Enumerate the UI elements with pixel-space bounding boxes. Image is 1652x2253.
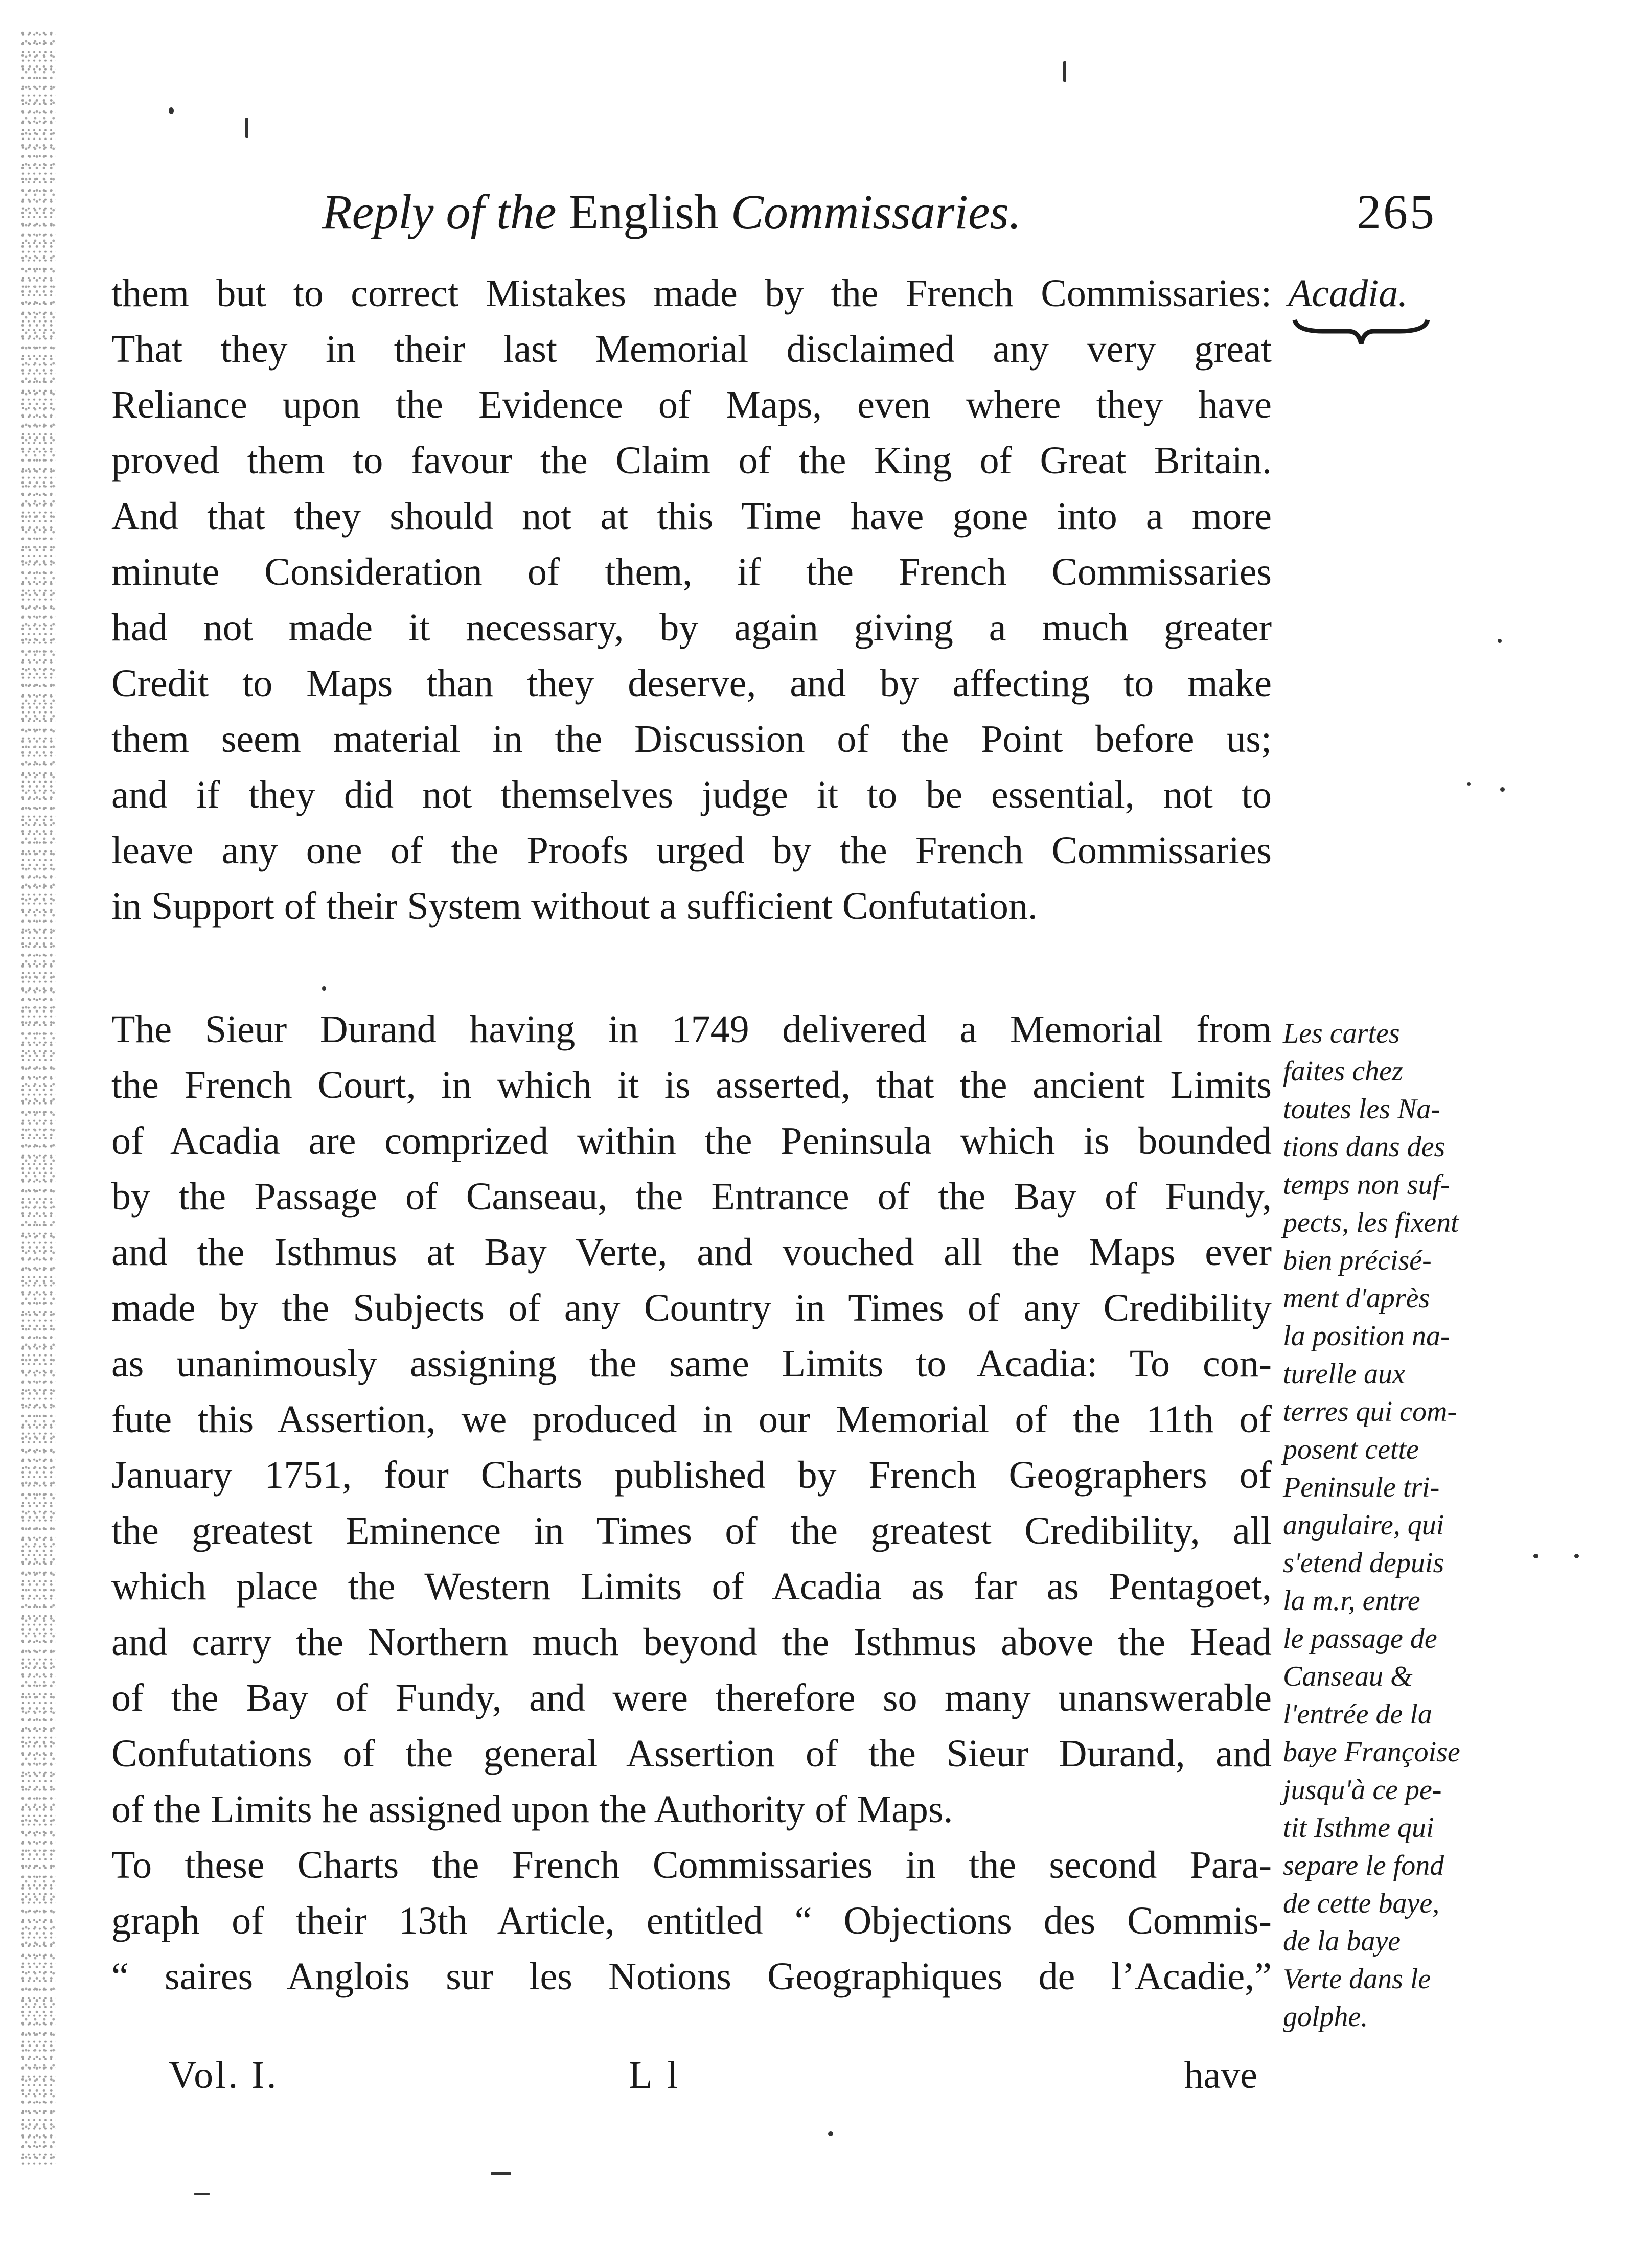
- side-note-line: de cette baye,: [1283, 1888, 1440, 1919]
- side-note-line: tions dans des: [1283, 1131, 1446, 1163]
- side-note-line: Verte dans le: [1283, 1963, 1431, 1995]
- running-head: [307, 176, 1436, 243]
- page-footer: [169, 2050, 1257, 2106]
- text-line: of Acadia are comprized within the Peninsula which is bounded: [111, 1119, 1272, 1162]
- text-line: and if they did not themselves judge it to be essential, not to: [111, 773, 1272, 816]
- text-line: the greatest Eminence in Times of the greatest Credibility, all: [111, 1509, 1272, 1552]
- text-line: leave any one of the Proofs urged by the French Commissaries: [111, 829, 1272, 872]
- side-note-line: angulaire, qui: [1283, 1509, 1444, 1541]
- side-note-line: bien précisé-: [1283, 1245, 1432, 1276]
- text-line: the French Court, in which it is asserted, that the ancient Limits: [111, 1064, 1272, 1107]
- volume-label: Vol. I.: [169, 2054, 279, 2097]
- text-line: And that they should not at this Time have gone into a more: [111, 495, 1272, 538]
- side-note-line: Canseau &: [1283, 1661, 1413, 1692]
- side-note-line: baye Françoise: [1283, 1736, 1460, 1768]
- running-title-post: Commissaries.: [718, 185, 1021, 239]
- brace-icon: [1292, 316, 1430, 347]
- side-note-line: terres qui com-: [1283, 1396, 1457, 1428]
- scan-speck: [194, 2193, 210, 2195]
- text-line: minute Consideration of them, if the French Commissaries: [111, 550, 1272, 593]
- scan-speck: [245, 118, 248, 138]
- scan-speck: [1498, 639, 1502, 643]
- scan-speck: [169, 107, 174, 114]
- scan-speck: [322, 986, 326, 991]
- text-line: them but to correct Mistakes made by the French Commissaries:: [111, 272, 1272, 315]
- text-line: of the Bay of Fundy, and were therefore so many unanswerable: [111, 1676, 1272, 1719]
- text-line: as unanimously assigning the same Limits to Acadia: To con-: [111, 1342, 1272, 1385]
- side-note-line: turelle aux: [1283, 1358, 1405, 1390]
- side-note-line: tit Isthme qui: [1283, 1812, 1434, 1844]
- text-line: proved them to favour the Claim of the King of Great Britain.: [111, 439, 1272, 482]
- text-line: in Support of their System without a sufficient Confutation.: [111, 885, 1038, 928]
- margin-note-acadia: Acadia.: [1288, 272, 1408, 315]
- signature-mark: L l: [629, 2054, 681, 2097]
- running-title-pre: Reply of the: [322, 185, 569, 239]
- scan-speck: [1500, 787, 1505, 792]
- running-title-mid: English: [568, 185, 719, 239]
- text-line: and the Isthmus at Bay Verte, and vouched all the Maps ever: [111, 1231, 1272, 1274]
- side-note-line: separe le fond: [1283, 1850, 1444, 1881]
- text-line: The Sieur Durand having in 1749 delivered a Memorial from: [111, 1008, 1272, 1051]
- text-line: Credit to Maps than they deserve, and by affecting to make: [111, 662, 1272, 705]
- side-note-line: faites chez: [1283, 1055, 1403, 1087]
- text-line: and carry the Northern much beyond the Isthmus above the Head: [111, 1621, 1272, 1664]
- scan-speck: [828, 2131, 833, 2136]
- running-title: [322, 181, 1021, 243]
- text-line: That they in their last Memorial disclaimed any very great: [111, 328, 1272, 371]
- side-note: [1283, 1015, 1460, 2036]
- side-note-line: la position na-: [1283, 1320, 1450, 1352]
- side-note-line: jusqu'à ce pe-: [1283, 1774, 1442, 1806]
- side-note-line: golphe.: [1283, 2001, 1368, 2033]
- text-line: them seem material in the Discussion of the Point before us;: [111, 718, 1272, 761]
- scan-edge-noise: [20, 31, 56, 2167]
- text-line: “ saires Anglois sur les Notions Geographiques de l’Acadie,”: [111, 1955, 1272, 1998]
- side-note-line: ment d'après: [1283, 1282, 1430, 1314]
- scan-speck: [1467, 782, 1471, 786]
- side-note-line: pects, les fixent: [1283, 1207, 1459, 1238]
- text-line: made by the Subjects of any Country in Times of any Credibility: [111, 1286, 1272, 1329]
- scan-speck: [1533, 1554, 1538, 1558]
- side-note-line: la m.r, entre: [1283, 1585, 1420, 1617]
- side-note-line: posent cette: [1283, 1434, 1419, 1465]
- text-line: of the Limits he assigned upon the Authority of Maps.: [111, 1788, 953, 1831]
- side-note-line: toutes les Na-: [1283, 1093, 1440, 1125]
- paragraph-2: [111, 1002, 1272, 2005]
- catchword: have: [1184, 2054, 1257, 2097]
- text-line: fute this Assertion, we produced in our Memorial of the 11th of: [111, 1398, 1272, 1441]
- text-line: graph of their 13th Article, entitled “ Objections des Commis-: [111, 1899, 1272, 1942]
- side-note-line: de la baye: [1283, 1925, 1401, 1957]
- text-line: had not made it necessary, by again giving a much greater: [111, 606, 1272, 649]
- side-note-line: Les cartes: [1283, 1018, 1400, 1049]
- scan-speck: [491, 2172, 511, 2175]
- side-note-line: s'etend depuis: [1283, 1547, 1444, 1579]
- side-note-line: Peninsule tri-: [1283, 1472, 1440, 1503]
- text-line: Reliance upon the Evidence of Maps, even where they have: [111, 383, 1272, 426]
- scan-speck: [1574, 1554, 1579, 1558]
- text-line: Confutations of the general Assertion of the Sieur Durand, and: [111, 1732, 1272, 1775]
- side-note-line: le passage de: [1283, 1623, 1437, 1654]
- scan-speck: [1063, 61, 1066, 82]
- text-line: January 1751, four Charts published by French Geographers of: [111, 1454, 1272, 1497]
- paragraph-1: [111, 266, 1272, 934]
- text-line: which place the Western Limits of Acadia as far as Pentagoet,: [111, 1565, 1272, 1608]
- text-line: To these Charts the French Commissaries in the second Para-: [111, 1844, 1272, 1887]
- side-note-line: l'entrée de la: [1283, 1698, 1432, 1730]
- side-note-line: temps non suf-: [1283, 1169, 1450, 1201]
- page-number: 265: [1357, 185, 1436, 239]
- text-line: by the Passage of Canseau, the Entrance of the Bay of Fundy,: [111, 1175, 1272, 1218]
